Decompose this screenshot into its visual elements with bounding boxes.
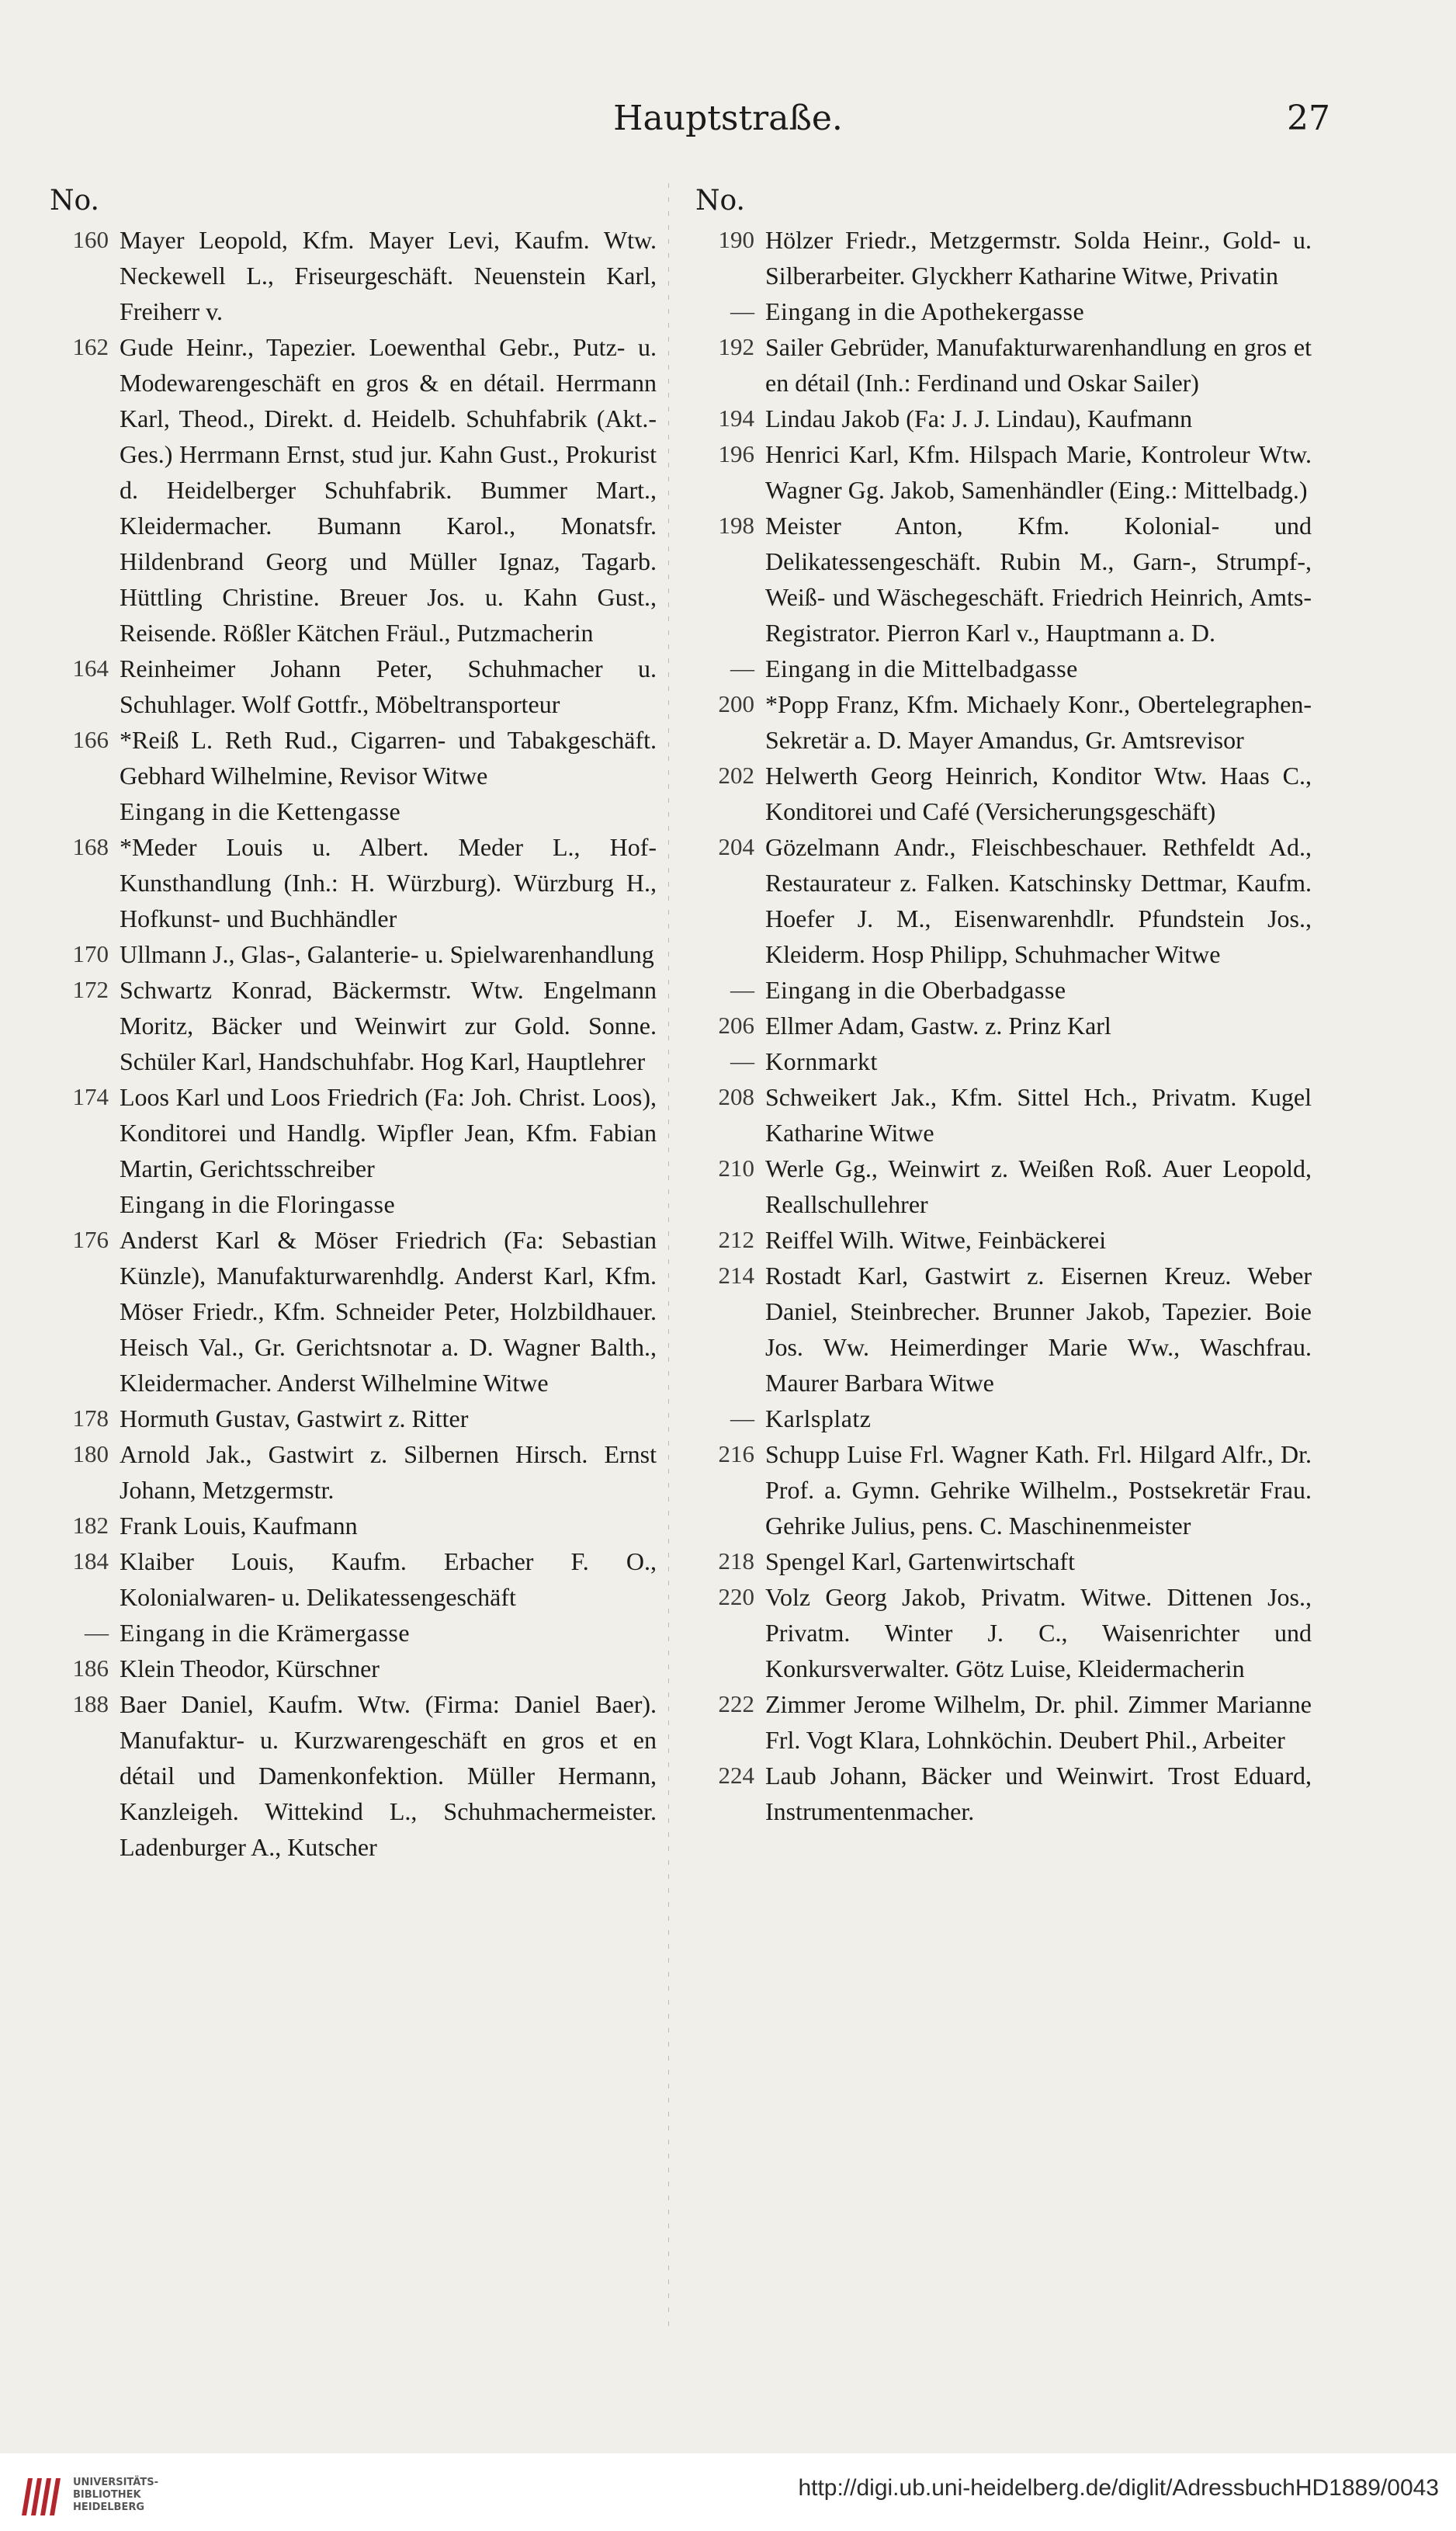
house-number: 212 [718,1226,754,1253]
directory-entry [689,508,1312,651]
entry-text: Klein Theodor, Kürschner [120,1654,380,1682]
street-entrance-entry [43,793,657,829]
house-number: 202 [718,762,754,789]
house-number: 184 [72,1547,109,1574]
street-entrance-entry [43,1615,657,1651]
directory-entry [43,1222,657,1401]
entry-text: Klaiber Louis, Kaufm. Erbacher F. O., Kolonialwaren- u. Delikatessengeschäft [120,1547,657,1611]
entry-text: Spengel Karl, Gartenwirtschaft [765,1547,1075,1575]
directory-entry [689,1579,1312,1686]
entry-text: Ullmann J., Glas-, Galanterie- u. Spielwarenhandlung [120,940,654,968]
directory-entry [43,329,657,651]
directory-entry [689,436,1312,508]
house-number: 182 [72,1512,109,1539]
directory-entry [689,329,1312,401]
entry-text: *Popp Franz, Kfm. Michaely Konr., Obertelegraphen-Sekretär a. D. Mayer Amandus, Gr. Amtsrevisor [765,690,1312,754]
directory-entry [43,1401,657,1436]
directory-entry [689,1543,1312,1579]
directory-entry [689,1258,1312,1401]
column-heading: No. [695,185,745,217]
house-number: 194 [718,404,754,432]
street-entrance-label: Eingang in die Apothekergasse [765,297,1085,325]
library-name [73,2477,205,2514]
entry-text: Schwartz Konrad, Bäckermstr. Wtw. Engelmann Moritz, Bäcker und Weinwirt zur Gold. Sonne. Schüler Karl, Handschuhfabr. Hog Karl, Hauptlehrer [120,976,657,1075]
entry-text: Werle Gg., Weinwirt z. Weißen Roß. Auer Leopold, Reallschullehrer [765,1154,1312,1218]
entry-list [689,222,1312,1829]
house-number: — [730,1404,754,1432]
directory-entry [689,222,1312,293]
street-entrance-entry [43,1186,657,1222]
directory-entry [43,829,657,936]
directory-entry [43,651,657,722]
house-number: 170 [72,940,109,967]
left-column [43,183,657,1865]
entry-text: Loos Karl und Loos Friedrich (Fa: Joh. Christ. Loos), Konditorei und Handlg. Wipfler Jean, Kfm. Fabian Martin, Gerichtsschreiber [120,1083,657,1182]
entry-text: Gözelmann Andr., Fleischbeschauer. Rethfeldt Ad., Restaurateur z. Falken. Katschinsky Dettmar, Kaufm. Hoefer J. M., Eisenwarenhdlr. Pfundstein Jos., Kleiderm. Hosp Philipp, Schuhmacher Witwe [765,833,1312,968]
street-entrance-label: Eingang in die Krämergasse [120,1619,411,1647]
footer-bar [0,2453,1456,2531]
street-entrance-label: Kornmarkt [765,1047,878,1075]
directory-entry [43,1508,657,1543]
directory-entry [43,1436,657,1508]
house-number: 164 [72,654,109,682]
house-number: — [730,1047,754,1075]
house-number: 162 [72,333,109,360]
street-entrance-label: Eingang in die Floringasse [120,1190,396,1218]
column-divider [668,183,669,2334]
entry-text: Henrici Karl, Kfm. Hilspach Marie, Kontroleur Wtw. Wagner Gg. Jakob, Samenhändler (Eing.: Mittelbadg.) [765,440,1312,504]
house-number: — [730,297,754,325]
house-number: — [730,976,754,1003]
house-number: 206 [718,1012,754,1039]
page-title: Hauptstraße. [613,99,843,138]
house-number: 192 [718,333,754,360]
house-number: 180 [72,1440,109,1467]
directory-entry [689,1758,1312,1829]
house-number: 214 [718,1262,754,1289]
directory-entry [43,972,657,1079]
directory-entry [43,1686,657,1865]
street-entrance-label: Eingang in die Mittelbadgasse [765,654,1078,682]
library-name-line: UNIVERSITÄTS- [73,2477,158,2488]
directory-entry [689,1079,1312,1151]
house-number: 204 [718,833,754,860]
directory-entry [43,1651,657,1686]
entry-text: Ellmer Adam, Gastw. z. Prinz Karl [765,1012,1111,1040]
directory-entry [689,1008,1312,1043]
entry-text: *Reiß L. Reth Rud., Cigarren- und Tabakgeschäft. Gebhard Wilhelmine, Revisor Witwe [120,726,657,790]
entry-text: Gude Heinr., Tapezier. Loewenthal Gebr., Putz- u. Modewarengeschäft en gros & en détail. Herrmann Karl, Theod., Direkt. d. Heidelb. Schuhfabrik (Akt.-Ges.) Herrmann Ernst, stud jur. Kahn Gust., Prokurist d. Heidelberger Schuhfabrik. Bummer Mart., Kleidermacher. Bumann Karol., Monatsfr. Hildenbrand Georg und Müller Ignaz, Tagarb. Hüttling Christine. Breuer Jos. u. Kahn Gust., Reisende. Rößler Kätchen Fräul., Putzmacherin [120,333,657,647]
directory-entry [689,829,1312,972]
directory-entry [43,1543,657,1615]
entry-text: Meister Anton, Kfm. Kolonial- und Delikatessengeschäft. Rubin M., Garn-, Strumpf-, Weiß- und Wäschegeschäft. Friedrich Heinrich, Amts-Registrator. Pierron Karl v., Hauptmann a. D. [765,512,1312,647]
directory-entry [689,1436,1312,1543]
directory-entry [689,1686,1312,1758]
entry-text: Mayer Leopold, Kfm. Mayer Levi, Kaufm. Wtw. Neckewell L., Friseurgeschäft. Neuenstein Karl, Freiherr v. [120,226,657,325]
house-number: 168 [72,833,109,860]
street-entrance-entry [689,651,1312,686]
entry-text: Reiffel Wilh. Witwe, Feinbäckerei [765,1226,1107,1254]
entry-text: Sailer Gebrüder, Manufakturwarenhandlung en gros et en détail (Inh.: Ferdinand und Oskar Sailer) [765,333,1312,397]
house-number: 220 [718,1583,754,1610]
entry-text: Hölzer Friedr., Metzgermstr. Solda Heinr., Gold- u. Silberarbeiter. Glyckherr Katharine Witwe, Privatin [765,226,1312,290]
entry-text: Rostadt Karl, Gastwirt z. Eisernen Kreuz. Weber Daniel, Steinbrecher. Brunner Jakob, Tapezier. Boie Jos. Ww. Heimerdinger Marie Ww., Waschfrau. Maurer Barbara Witwe [765,1262,1312,1397]
street-entrance-entry [689,972,1312,1008]
column-heading: No. [50,185,99,217]
directory-entry [689,1151,1312,1222]
entry-text: *Meder Louis u. Albert. Meder L., Hof-Kunsthandlung (Inh.: H. Würzburg). Würzburg H., Hofkunst- und Buchhändler [120,833,657,932]
house-number: 200 [718,690,754,717]
house-number: 178 [72,1404,109,1432]
house-number: 160 [72,226,109,253]
directory-entry [43,722,657,793]
source-url-link[interactable]: http://digi.ub.uni-heidelberg.de/diglit/AdressbuchHD1889/0043 [798,2475,1439,2501]
street-entrance-entry [689,293,1312,329]
house-number: 218 [718,1547,754,1574]
directory-entry [689,686,1312,758]
directory-entry [43,1079,657,1186]
street-entrance-entry [689,1401,1312,1436]
house-number: 224 [718,1762,754,1789]
library-name-line: BIBLIOTHEK [73,2489,141,2501]
directory-entry [43,222,657,329]
library-logo[interactable] [17,2470,172,2520]
directory-entry [43,936,657,972]
house-number: 198 [718,512,754,539]
entry-text: Volz Georg Jakob, Privatm. Witwe. Dittenen Jos., Privatm. Winter J. C., Waisenrichter und Konkursverwalter. Götz Luise, Kleidermacherin [765,1583,1312,1682]
street-entrance-label: Eingang in die Kettengasse [120,797,401,825]
house-number: 166 [72,726,109,753]
entry-text: Anderst Karl & Möser Friedrich (Fa: Sebastian Künzle), Manufakturwarenhdlg. Anderst Karl, Kfm. Möser Friedr., Kfm. Schneider Peter, Holzbildhauer. Heisch Val., Gr. Gerichtsnotar a. D. Wagner Balth., Kleidermacher. Anderst Wilhelmine Witwe [120,1226,657,1397]
street-entrance-entry [689,1043,1312,1079]
entry-text: Hormuth Gustav, Gastwirt z. Ritter [120,1404,469,1432]
directory-entry [689,1222,1312,1258]
entry-text: Arnold Jak., Gastwirt z. Silbernen Hirsch. Ernst Johann, Metzgermstr. [120,1440,657,1504]
house-number: — [85,1619,109,1646]
house-number: 188 [72,1690,109,1717]
house-number: 222 [718,1690,754,1717]
street-entrance-label: Karlsplatz [765,1404,872,1432]
house-number: 174 [72,1083,109,1110]
house-number: — [730,654,754,682]
directory-entry [689,401,1312,436]
page-header [0,92,1456,146]
right-column [689,183,1312,1829]
entry-text: Laub Johann, Bäcker und Weinwirt. Trost Eduard, Instrumentenmacher. [765,1762,1312,1825]
entry-text: Baer Daniel, Kaufm. Wtw. (Firma: Daniel Baer). Manufaktur- u. Kurzwarengeschäft en gros et en détail und Damenkonfektion. Müller Hermann, Kanzleigeh. Wittekind L., Schuhmachermeister. Ladenburger A., Kutscher [120,1690,657,1861]
house-number: 208 [718,1083,754,1110]
house-number: 216 [718,1440,754,1467]
house-number: 190 [718,226,754,253]
house-number: 196 [718,440,754,467]
house-number: 186 [72,1654,109,1682]
house-number: 210 [718,1154,754,1182]
library-name-line: HEIDELBERG [73,2501,145,2513]
house-number: 172 [72,976,109,1003]
house-number: 176 [72,1226,109,1253]
entry-text: Schupp Luise Frl. Wagner Kath. Frl. Hilgard Alfr., Dr. Prof. a. Gymn. Gehrike Wilhelm., Postsekretär Frau. Gehrike Julius, pens. C. Maschinenmeister [765,1440,1312,1540]
street-entrance-label: Eingang in die Oberbadgasse [765,976,1066,1004]
entry-list [43,222,657,1865]
entry-text: Zimmer Jerome Wilhelm, Dr. phil. Zimmer Marianne Frl. Vogt Klara, Lohnköchin. Deubert Phil., Arbeiter [765,1690,1312,1754]
page-number: 27 [1287,99,1330,138]
entry-text: Schweikert Jak., Kfm. Sittel Hch., Privatm. Kugel Katharine Witwe [765,1083,1312,1147]
entry-text: Frank Louis, Kaufmann [120,1512,358,1540]
directory-entry [689,758,1312,829]
entry-text: Lindau Jakob (Fa: J. J. Lindau), Kaufmann [765,404,1193,432]
entry-text: Helwerth Georg Heinrich, Konditor Wtw. Haas C., Konditorei und Café (Versicherungsgeschäft) [765,762,1312,825]
library-logo-icon [17,2470,67,2520]
entry-text: Reinheimer Johann Peter, Schuhmacher u. Schuhlager. Wolf Gottfr., Möbeltransporteur [120,654,657,718]
